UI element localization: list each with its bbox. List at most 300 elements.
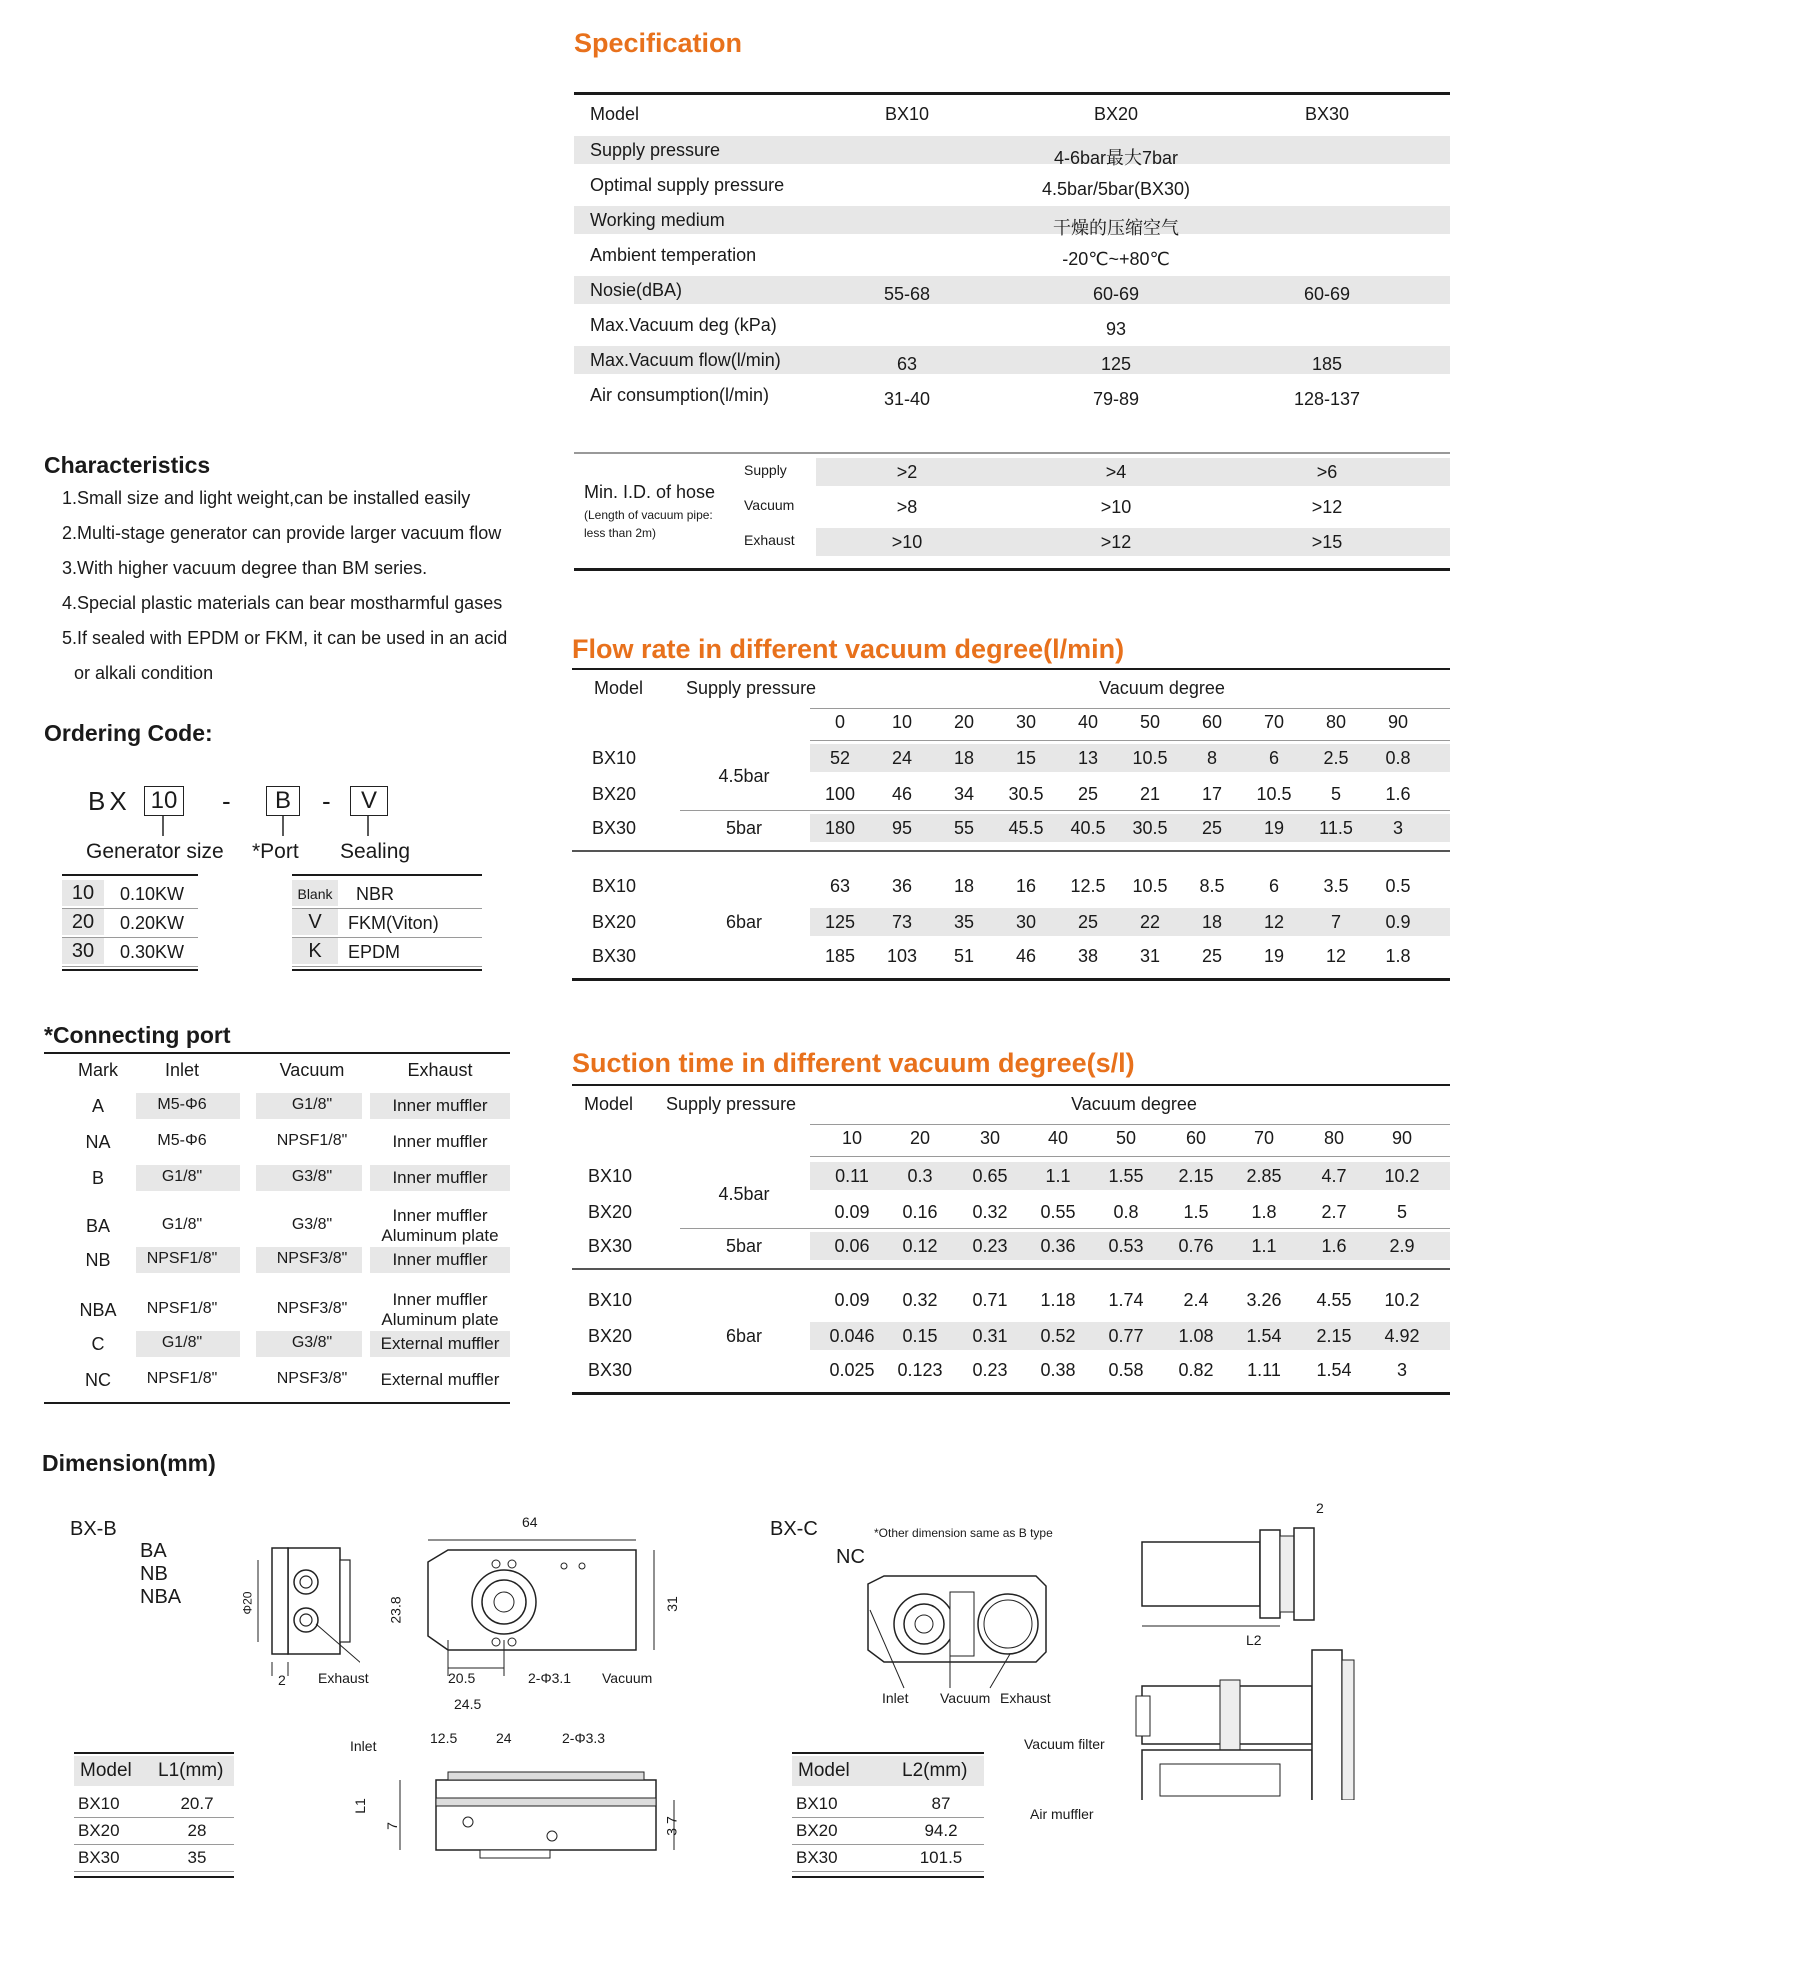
- table-value: 0.76: [1178, 1236, 1214, 1256]
- size-code: 30: [71, 940, 95, 962]
- port-exhaust: Inner muffler: [392, 1168, 488, 1187]
- spec-header-model-name: BX30: [1304, 104, 1350, 124]
- degree-header: 10: [841, 1128, 863, 1148]
- table-value: 21: [1139, 784, 1161, 804]
- degree-header: 60: [1201, 712, 1223, 732]
- port-mark: B: [91, 1168, 104, 1188]
- table-value: 18: [953, 876, 975, 896]
- degree-header: 50: [1115, 1128, 1137, 1148]
- vacuum-label-b: Vacuum: [602, 1670, 653, 1686]
- table-model: BX20: [592, 912, 637, 932]
- table-value: 7: [1330, 912, 1341, 932]
- table-value: 12: [1263, 912, 1285, 932]
- port-vacuum: NPSF3/8": [276, 1300, 348, 1317]
- port-mark: NB: [85, 1250, 111, 1270]
- dim-23-8: 23.8: [387, 1596, 404, 1624]
- spec-row-label: Max.Vacuum deg (kPa): [590, 315, 777, 335]
- port-exhaust: External muffler: [380, 1334, 500, 1353]
- hose-row-value: >6: [1316, 462, 1338, 482]
- table-value: 0.71: [972, 1290, 1008, 1310]
- hose-label: Min. I.D. of hose: [584, 482, 716, 502]
- dim-phi20: Φ20: [240, 1591, 255, 1615]
- table-value: 2.15: [1178, 1166, 1214, 1186]
- size-table-top: [62, 874, 198, 876]
- table-value: 100: [824, 784, 856, 804]
- degree-header: 0: [834, 712, 845, 732]
- ports-bottom-rule: [44, 1402, 510, 1404]
- spec-mid-rule: [574, 452, 1450, 454]
- table-model: BX30: [588, 1236, 633, 1256]
- table-value: 16: [1015, 876, 1037, 896]
- hose-row-value: >15: [1311, 532, 1343, 552]
- size-code: 20: [71, 911, 95, 933]
- table-pressure-rule: [680, 1228, 1450, 1229]
- table-group-rule: [572, 1268, 1450, 1270]
- ordering-dash-2: -: [322, 786, 331, 816]
- seal-table-top: [292, 874, 482, 876]
- dimension-title: Dimension(mm): [42, 1450, 216, 1476]
- table-value: 24: [891, 748, 913, 768]
- spec-row-value: 185: [1311, 354, 1343, 374]
- table-bottom-rule: [572, 978, 1450, 981]
- table-value: 25: [1077, 784, 1099, 804]
- small-table-model: BX10: [78, 1794, 120, 1813]
- nb-label: NB: [140, 1563, 168, 1585]
- table-value: 19: [1263, 818, 1285, 838]
- small-table-row-rule: [792, 1817, 984, 1818]
- table-value: 17: [1201, 784, 1223, 804]
- table-value: 63: [829, 876, 851, 896]
- table-value: 11.5: [1319, 818, 1353, 838]
- table-value: 6: [1268, 748, 1279, 768]
- dim-20-5: 20.5: [448, 1670, 476, 1686]
- small-table-h2: L2(mm): [902, 1760, 968, 1781]
- table-value: 3: [1396, 1360, 1407, 1380]
- table-sub-rule: [810, 708, 1450, 709]
- small-table-model: BX30: [78, 1848, 120, 1867]
- table-model: BX10: [588, 1166, 633, 1186]
- table-pressure-1: 4.5bar: [718, 1184, 770, 1204]
- dim-hole-3-3: 2-Φ3.3: [562, 1730, 606, 1746]
- table-value: 1.18: [1040, 1290, 1076, 1310]
- dim-3-7: 3 7: [663, 1816, 680, 1836]
- ordering-prefix: BX: [88, 786, 131, 816]
- small-table-value: 28: [187, 1821, 207, 1840]
- seal-desc: EPDM: [348, 942, 401, 962]
- table-value: 25: [1201, 946, 1223, 966]
- exhaust-label-c: Exhaust: [1000, 1690, 1051, 1706]
- degree-header: 70: [1263, 712, 1285, 732]
- table-value: 30.5: [1132, 818, 1168, 838]
- table-value: 0.123: [897, 1360, 943, 1380]
- table-value: 38: [1077, 946, 1099, 966]
- ports-top-rule: [44, 1052, 510, 1054]
- hose-row-value: >10: [891, 532, 923, 552]
- small-table-model: BX20: [796, 1821, 838, 1840]
- spec-row-label: Optimal supply pressure: [590, 175, 785, 195]
- table-value: 0.53: [1108, 1236, 1144, 1256]
- seal-code: V: [308, 911, 322, 933]
- hose-row-label: Vacuum: [744, 497, 795, 513]
- small-table-top: [74, 1752, 234, 1754]
- spec-row-value: 128-137: [1293, 389, 1361, 409]
- spec-row-label: Air consumption(l/min): [590, 385, 770, 405]
- generator-size-label: Generator size: [86, 840, 224, 863]
- table-value: 0.06: [834, 1236, 870, 1256]
- nc-label: NC: [836, 1546, 865, 1568]
- table-value: 46: [891, 784, 913, 804]
- table-model: BX20: [588, 1202, 633, 1222]
- seal-desc: NBR: [356, 884, 395, 904]
- flow-rate-title: Flow rate in different vacuum degree(l/min): [572, 634, 1125, 664]
- table-header-supply: Supply pressure: [666, 1094, 797, 1114]
- table-header-vacuum: Vacuum degree: [1071, 1094, 1197, 1114]
- dim-2-c: 2: [1316, 1500, 1324, 1516]
- table-value: 8.5: [1199, 876, 1225, 896]
- characteristic-item: 4.Special plastic materials can bear mostharmful gases: [62, 593, 503, 613]
- hose-note-1: (Length of vacuum pipe:: [584, 508, 713, 522]
- table-value: 1.08: [1178, 1326, 1214, 1346]
- table-value: 73: [891, 912, 913, 932]
- table-value: 0.09: [834, 1290, 870, 1310]
- port-vacuum: NPSF3/8": [276, 1370, 348, 1387]
- degree-header: 80: [1323, 1128, 1345, 1148]
- table-pressure-2: 5bar: [725, 1236, 763, 1256]
- port-inlet: NPSF1/8": [146, 1250, 218, 1267]
- small-table-h2: L1(mm): [158, 1760, 224, 1781]
- table-value: 0.65: [972, 1166, 1008, 1186]
- dim-l2: L2: [1246, 1632, 1262, 1648]
- port-exhaust: External muffler: [380, 1370, 500, 1389]
- port-mark: C: [91, 1334, 105, 1354]
- table-value: 1.5: [1183, 1202, 1209, 1222]
- port-mark: A: [91, 1096, 104, 1116]
- exhaust-label-b: Exhaust: [318, 1670, 369, 1686]
- degree-header: 30: [1015, 712, 1037, 732]
- hose-row-label: Exhaust: [744, 532, 795, 548]
- table-header-supply: Supply pressure: [686, 678, 817, 698]
- table-value: 5: [1396, 1202, 1407, 1222]
- table-value: 0.3: [907, 1166, 933, 1186]
- small-table-value: 20.7: [180, 1794, 214, 1813]
- port-mark: NA: [85, 1132, 111, 1152]
- table-value: 45.5: [1008, 818, 1044, 838]
- port-mark: NC: [85, 1370, 111, 1390]
- table-value: 40.5: [1070, 818, 1106, 838]
- small-table-value: 35: [187, 1848, 207, 1867]
- port-vacuum: NPSF1/8": [276, 1132, 348, 1149]
- spec-row-label: Working medium: [590, 210, 725, 230]
- dim-24: 24: [496, 1730, 512, 1746]
- seal-desc: FKM(Viton): [348, 913, 439, 933]
- table-value: 0.16: [902, 1202, 938, 1222]
- spec-row-value: 4-6bar最大7bar: [1053, 148, 1179, 168]
- spec-row-label: Ambient temperation: [590, 245, 757, 265]
- seal-code: Blank: [297, 886, 333, 902]
- small-table-row-rule: [74, 1817, 234, 1818]
- dim-64: 64: [522, 1514, 538, 1530]
- size-desc: 0.30KW: [120, 942, 185, 962]
- table-value: 1.55: [1108, 1166, 1144, 1186]
- table-value: 1.6: [1385, 784, 1411, 804]
- table-value: 0.046: [829, 1326, 875, 1346]
- seal-code: K: [308, 940, 322, 962]
- table-value: 1.54: [1316, 1360, 1352, 1380]
- table-value: 25: [1077, 912, 1099, 932]
- table-value: 10.2: [1384, 1290, 1420, 1310]
- table-value: 25: [1201, 818, 1223, 838]
- table-bottom-rule: [572, 1392, 1450, 1395]
- table-value: 0.9: [1385, 912, 1411, 932]
- port-inlet: NPSF1/8": [146, 1300, 218, 1317]
- port-vacuum: G3/8": [291, 1216, 333, 1233]
- table-value: 95: [891, 818, 913, 838]
- table-value: 30: [1015, 912, 1037, 932]
- table-value: 0.38: [1040, 1360, 1076, 1380]
- characteristic-item: 3.With higher vacuum degree than BM series.: [62, 558, 428, 578]
- inlet-label-b: Inlet: [350, 1738, 377, 1754]
- table-value: 18: [1201, 912, 1223, 932]
- table-value: 0.12: [902, 1236, 938, 1256]
- hose-note-2: less than 2m): [584, 526, 657, 540]
- characteristic-item: or alkali condition: [74, 663, 214, 683]
- ports-header-cell: Vacuum: [279, 1060, 345, 1080]
- seal-table-bottom: [292, 969, 482, 971]
- table-value: 13: [1077, 748, 1099, 768]
- small-table-top: [792, 1752, 984, 1754]
- table-value: 1.1: [1251, 1236, 1277, 1256]
- dimension-note: *Other dimension same as B type: [874, 1526, 1053, 1540]
- hose-row-value: >4: [1105, 462, 1127, 482]
- ordering-dash-1: -: [222, 786, 231, 816]
- ordering-leader-lines: [0, 0, 420, 860]
- port-inlet: M5-Φ6: [157, 1132, 207, 1149]
- spec-row-value: 31-40: [883, 389, 931, 409]
- table-value: 1.11: [1247, 1360, 1281, 1380]
- table-value: 2.7: [1321, 1202, 1347, 1222]
- port-inlet: G1/8": [161, 1168, 203, 1185]
- table-header-model: Model: [594, 678, 644, 698]
- small-table-value: 87: [931, 1794, 951, 1813]
- port-vacuum: G1/8": [291, 1096, 333, 1113]
- table-value: 0.58: [1108, 1360, 1144, 1380]
- port-exhaust: Inner muffler: [392, 1206, 488, 1225]
- small-table-value: 94.2: [924, 1821, 958, 1840]
- table-pressure-3: 6bar: [725, 912, 763, 932]
- table-value: 55: [953, 818, 975, 838]
- table-model: BX30: [592, 818, 637, 838]
- port-inlet: M5-Φ6: [157, 1096, 207, 1113]
- table-value: 0.32: [972, 1202, 1008, 1222]
- size-row-rule: [62, 966, 198, 967]
- size-table-bottom: [62, 969, 198, 971]
- bx-b-section-drawing: [360, 1750, 700, 1870]
- bx-b-label: BX-B: [70, 1518, 117, 1540]
- table-value: 0.23: [972, 1236, 1008, 1256]
- table-value: 103: [886, 946, 918, 966]
- table-value: 1.6: [1321, 1236, 1347, 1256]
- small-table-row-rule: [74, 1871, 234, 1872]
- spec-row-value: 55-68: [883, 284, 931, 304]
- spec-row-value: 60-69: [1303, 284, 1351, 304]
- spec-row-value: 60-69: [1092, 284, 1140, 304]
- characteristics-title: Characteristics: [44, 452, 211, 478]
- table-value: 125: [824, 912, 856, 932]
- sealing-label: Sealing: [340, 840, 411, 863]
- ports-header-cell: Exhaust: [407, 1060, 473, 1080]
- port-mark: BA: [85, 1216, 110, 1236]
- inlet-label-c: Inlet: [882, 1690, 909, 1706]
- vacuum-label-c: Vacuum: [940, 1690, 991, 1706]
- characteristic-item: 5.If sealed with EPDM or FKM, it can be used in an acid: [62, 628, 508, 648]
- spec-top-rule: [574, 92, 1450, 95]
- small-table-bottom: [792, 1876, 984, 1878]
- degree-header: 80: [1325, 712, 1347, 732]
- table-model: BX10: [592, 876, 637, 896]
- spec-header-model-name: BX10: [884, 104, 930, 124]
- specification-title: Specification: [574, 28, 743, 58]
- small-table-model: BX10: [796, 1794, 838, 1813]
- table-header-vacuum: Vacuum degree: [1099, 678, 1225, 698]
- table-value: 6: [1268, 876, 1279, 896]
- characteristic-item: 1.Small size and light weight,can be installed easily: [62, 488, 471, 508]
- vacuum-filter-label: Vacuum filter: [1024, 1736, 1105, 1752]
- table-value: 52: [829, 748, 851, 768]
- connecting-port-title: *Connecting port: [44, 1022, 231, 1048]
- small-table-h1: Model: [798, 1760, 850, 1781]
- table-value: 2.5: [1323, 748, 1349, 768]
- table-model: BX20: [588, 1326, 633, 1346]
- table-header-model: Model: [584, 1094, 634, 1114]
- spec-row-value: 125: [1100, 354, 1132, 374]
- degree-header: 50: [1139, 712, 1161, 732]
- table-sub-rule-2: [810, 740, 1450, 741]
- table-value: 8: [1206, 748, 1217, 768]
- port-inlet: NPSF1/8": [146, 1370, 218, 1387]
- table-value: 0.09: [834, 1202, 870, 1222]
- hose-row-value: >12: [1311, 497, 1343, 517]
- table-value: 1.8: [1385, 946, 1411, 966]
- port-exhaust-2: Aluminum plate: [381, 1310, 499, 1329]
- table-value: 0.15: [902, 1326, 938, 1346]
- table-value: 0.52: [1040, 1326, 1076, 1346]
- bx-b-side-view-drawing: [230, 1540, 360, 1690]
- table-top-rule: [572, 1084, 1450, 1086]
- table-value: 0.23: [972, 1360, 1008, 1380]
- small-table-bottom: [74, 1876, 234, 1878]
- port-vacuum: G3/8": [291, 1168, 333, 1185]
- table-top-rule: [572, 668, 1450, 670]
- degree-header: 60: [1185, 1128, 1207, 1148]
- generator-size-box: 10: [144, 786, 184, 816]
- table-value: 2.85: [1246, 1166, 1282, 1186]
- table-value: 1.54: [1246, 1326, 1282, 1346]
- table-value: 0.77: [1108, 1326, 1144, 1346]
- table-pressure-2: 5bar: [725, 818, 763, 838]
- degree-header: 20: [909, 1128, 931, 1148]
- table-value: 3: [1392, 818, 1403, 838]
- size-desc: 0.10KW: [120, 884, 185, 904]
- port-vacuum: NPSF3/8": [276, 1250, 348, 1267]
- table-sub-rule: [810, 1124, 1450, 1125]
- table-pressure-rule: [680, 810, 1450, 811]
- small-table-value: 101.5: [919, 1848, 963, 1867]
- sealing-box: V: [350, 786, 388, 816]
- table-model: BX10: [588, 1290, 633, 1310]
- ordering-code-title: Ordering Code:: [44, 720, 213, 746]
- port-label: *Port: [252, 840, 299, 863]
- table-sub-rule-2: [810, 1156, 1450, 1157]
- spec-bottom-rule: [574, 568, 1450, 571]
- small-table-model: BX30: [796, 1848, 838, 1867]
- small-table-row-rule: [74, 1844, 234, 1845]
- dim-31: 31: [663, 1596, 680, 1612]
- table-value: 19: [1263, 946, 1285, 966]
- table-value: 0.025: [829, 1360, 875, 1380]
- table-value: 2.9: [1389, 1236, 1415, 1256]
- port-exhaust-2: Aluminum plate: [381, 1226, 499, 1245]
- port-exhaust: Inner muffler: [392, 1132, 488, 1151]
- spec-row-label: Nosie(dBA): [590, 280, 683, 300]
- table-value: 0.55: [1040, 1202, 1076, 1222]
- degree-header: 40: [1077, 712, 1099, 732]
- table-value: 15: [1015, 748, 1037, 768]
- table-value: 30.5: [1008, 784, 1044, 804]
- table-value: 18: [953, 748, 975, 768]
- table-value: 0.36: [1040, 1236, 1076, 1256]
- suction-time-title: Suction time in different vacuum degree(s/l): [572, 1048, 1135, 1078]
- table-value: 10.5: [1132, 748, 1168, 768]
- spec-row-value: 93: [1105, 319, 1127, 339]
- port-box: B: [266, 786, 300, 816]
- table-value: 1.8: [1251, 1202, 1277, 1222]
- table-value: 0.8: [1113, 1202, 1139, 1222]
- degree-header: 90: [1391, 1128, 1413, 1148]
- degree-header: 70: [1253, 1128, 1275, 1148]
- table-value: 4.92: [1384, 1326, 1420, 1346]
- table-value: 46: [1015, 946, 1037, 966]
- small-table-model: BX20: [78, 1821, 120, 1840]
- table-value: 0.5: [1385, 876, 1411, 896]
- table-value: 12: [1325, 946, 1347, 966]
- dim-7: 7: [383, 1822, 400, 1830]
- table-value: 34: [953, 784, 975, 804]
- table-value: 1.74: [1108, 1290, 1144, 1310]
- small-table-h1: Model: [80, 1760, 132, 1781]
- table-value: 51: [953, 946, 975, 966]
- table-value: 3.26: [1246, 1290, 1282, 1310]
- table-value: 3.5: [1323, 876, 1349, 896]
- table-value: 12.5: [1070, 876, 1106, 896]
- table-value: 1.1: [1045, 1166, 1071, 1186]
- hose-row-label: Supply: [744, 462, 787, 478]
- table-value: 10.5: [1132, 876, 1168, 896]
- dim-24-5: 24.5: [454, 1696, 482, 1712]
- table-value: 31: [1139, 946, 1161, 966]
- table-value: 2.15: [1316, 1326, 1352, 1346]
- table-value: 5: [1330, 784, 1341, 804]
- port-vacuum: G3/8": [291, 1334, 333, 1351]
- degree-header: 40: [1047, 1128, 1069, 1148]
- spec-header-model-name: BX20: [1093, 104, 1139, 124]
- dim-hole-3-1: 2-Φ3.1: [528, 1670, 572, 1686]
- table-model: BX10: [592, 748, 637, 768]
- degree-header: 30: [979, 1128, 1001, 1148]
- small-table-row-rule: [792, 1844, 984, 1845]
- size-desc: 0.20KW: [120, 913, 185, 933]
- table-value: 180: [824, 818, 856, 838]
- table-value: 22: [1139, 912, 1161, 932]
